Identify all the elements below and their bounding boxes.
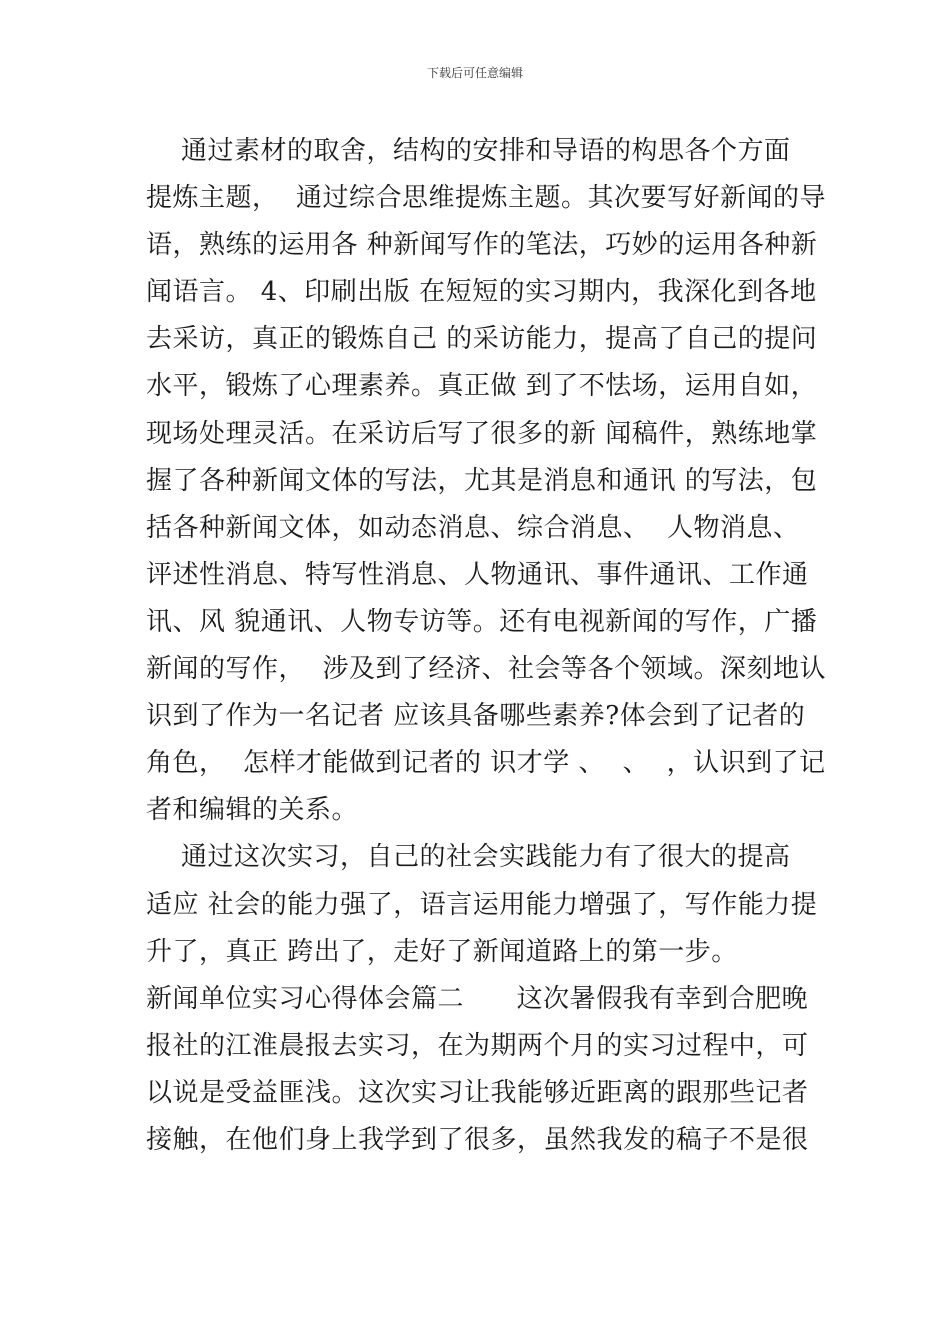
text-line: 报社的江淮晨报去实习，在为期两个月的实习过程中，可 xyxy=(146,1030,809,1061)
text-line: 通过这次实习，自己的社会实践能力有了很大的提高 xyxy=(146,842,791,873)
text-line: 提炼主题， 通过综合思维提炼主题。其次要写好新闻的导 xyxy=(146,183,827,214)
text-line: 现场处理灵活。在采访后写了很多的新 闻稿件，熟练地掌 xyxy=(146,418,818,449)
text-line: 者和编辑的关系。 xyxy=(146,795,359,826)
text-line: 语，熟练的运用各 种新闻写作的笔法，巧妙的运用各种新 xyxy=(146,230,818,261)
text-line: 识到了作为一名记者 应该具备哪些素养?体会到了记者的 xyxy=(146,701,806,732)
text-line: 闻语言。 4、印刷出版 在短短的实习期内，我深化到各地 xyxy=(146,277,817,308)
text-line: 括各种新闻文体，如动态消息、综合消息、 人物消息、 xyxy=(146,512,800,543)
document-body xyxy=(146,128,827,1164)
text-line: 通过素材的取舍，结构的安排和导语的构思各个方面 xyxy=(146,136,791,166)
text-line: 适应 社会的能力强了，语言运用能力增强了，写作能力提 xyxy=(146,889,818,920)
text-line: 新闻单位实习心得体会篇二 这次暑假我有幸到合肥晚 xyxy=(146,983,809,1014)
page-header: 下载后可任意编辑 xyxy=(426,66,523,80)
text-line: 去采访，真正的锻炼自己 的采访能力，提高了自己的提问 xyxy=(146,324,818,355)
text-line: 评述性消息、特写性消息、人物通讯、事件通讯、工作通 xyxy=(146,559,809,590)
text-line: 角色， 怎样才能做到记者的 识才学 、 、 ，认识到了记 xyxy=(146,748,826,779)
text-line: 握了各种新闻文体的写法，尤其是消息和通讯 的写法，包 xyxy=(146,465,818,496)
text-line: 水平，锻炼了心理素养。真正做 到了不怯场，运用自如， xyxy=(146,371,818,402)
text-line: 升了，真正 跨出了，走好了新闻道路上的第一步。 xyxy=(146,936,738,967)
text-line: 接触，在他们身上我学到了很多，虽然我发的稿子不是很 xyxy=(146,1124,809,1155)
text-line: 以说是受益匪浅。这次实习让我能够近距离的跟那些记者 xyxy=(146,1077,809,1108)
text-line: 讯、风 貌通讯、人物专访等。还有电视新闻的写作，广播 xyxy=(146,606,818,637)
text-line: 新闻的写作， 涉及到了经济、社会等各个领域。深刻地认 xyxy=(146,654,827,685)
